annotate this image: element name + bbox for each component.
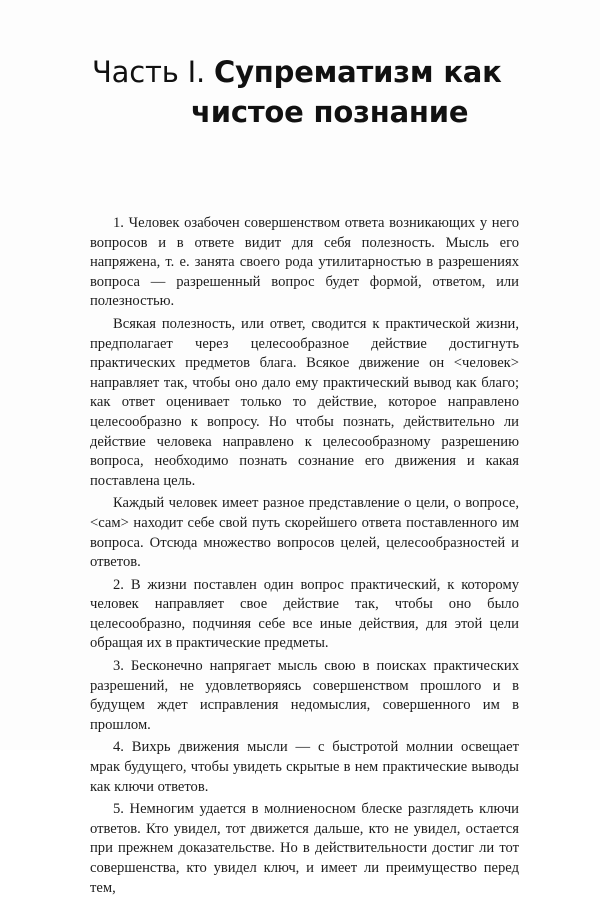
body-text [90,214,519,898]
chapter-title-part-1: Супрематизм как [214,55,502,89]
chapter-heading-line-1 [92,52,562,92]
part-label: Часть I. [92,55,205,89]
paragraph: Всякая полезность, или ответ, сводится к практической жизни, предполагает через целесообразное действие достигнуть практических предметов блага. Всякое движение он <человек> направляет так, чтобы оно дало ему практический вывод как благо; как ответ оценивает только то действие, которое направлено целесообразно к вопросу. Но чтобы познать, действительно ли действие человека направлено к целесообразному разрешению вопроса, необходимо познать сознание его движения и какая поставлена цель. [90,315,519,489]
paragraph: 3. Бесконечно напрягает мысль свою в поисках практических разрешений, не удовлетворяясь совершенством прошлого и в будущем ждет исправления недомыслия, совершенного им в прошлом. [90,658,519,733]
paragraph: 1. Человек озабочен совершенством ответа возникающих у него вопросов и в ответе видит для себя полезность. Мысль его напряжена, т. е. занята своего рода утилитарностью в разрешениях вопроса — разрешенный вопрос будет формой, ответом, или полезностью. [90,215,519,310]
paragraph: 2. В жизни поставлен один вопрос практический, к которому человек направляет свое действие так, чтобы оно было целесообразно, подчиняя себе все иные действия, для этой цели обращая их в практические предметы. [90,576,519,652]
chapter-title-part-2: чистое познание [191,95,469,129]
paragraph: 4. Вихрь движения мысли — с быстротой молнии освещает мрак будущего, чтобы увидеть скрытые в нем практические выводы как ключи ответов. [90,739,519,795]
chapter-heading [92,52,562,132]
paragraph: 5. Немногим удается в молниеносном блеске разглядеть ключи ответов. Кто увидел, тот движется дальше, кто не увидел, остается при прежнем доказательстве. Но в действительности достиг ли тот совершенства, кто увидел ключ, и имеет ли преимущество перед тем, [90,801,519,896]
paragraph: Каждый человек имеет разное представление о цели, о вопросе, <сам> находит себе свой путь скорейшего ответа поставленного им вопроса. Отсюда множество вопросов целей, целесообразностей и ответов. [90,495,519,571]
